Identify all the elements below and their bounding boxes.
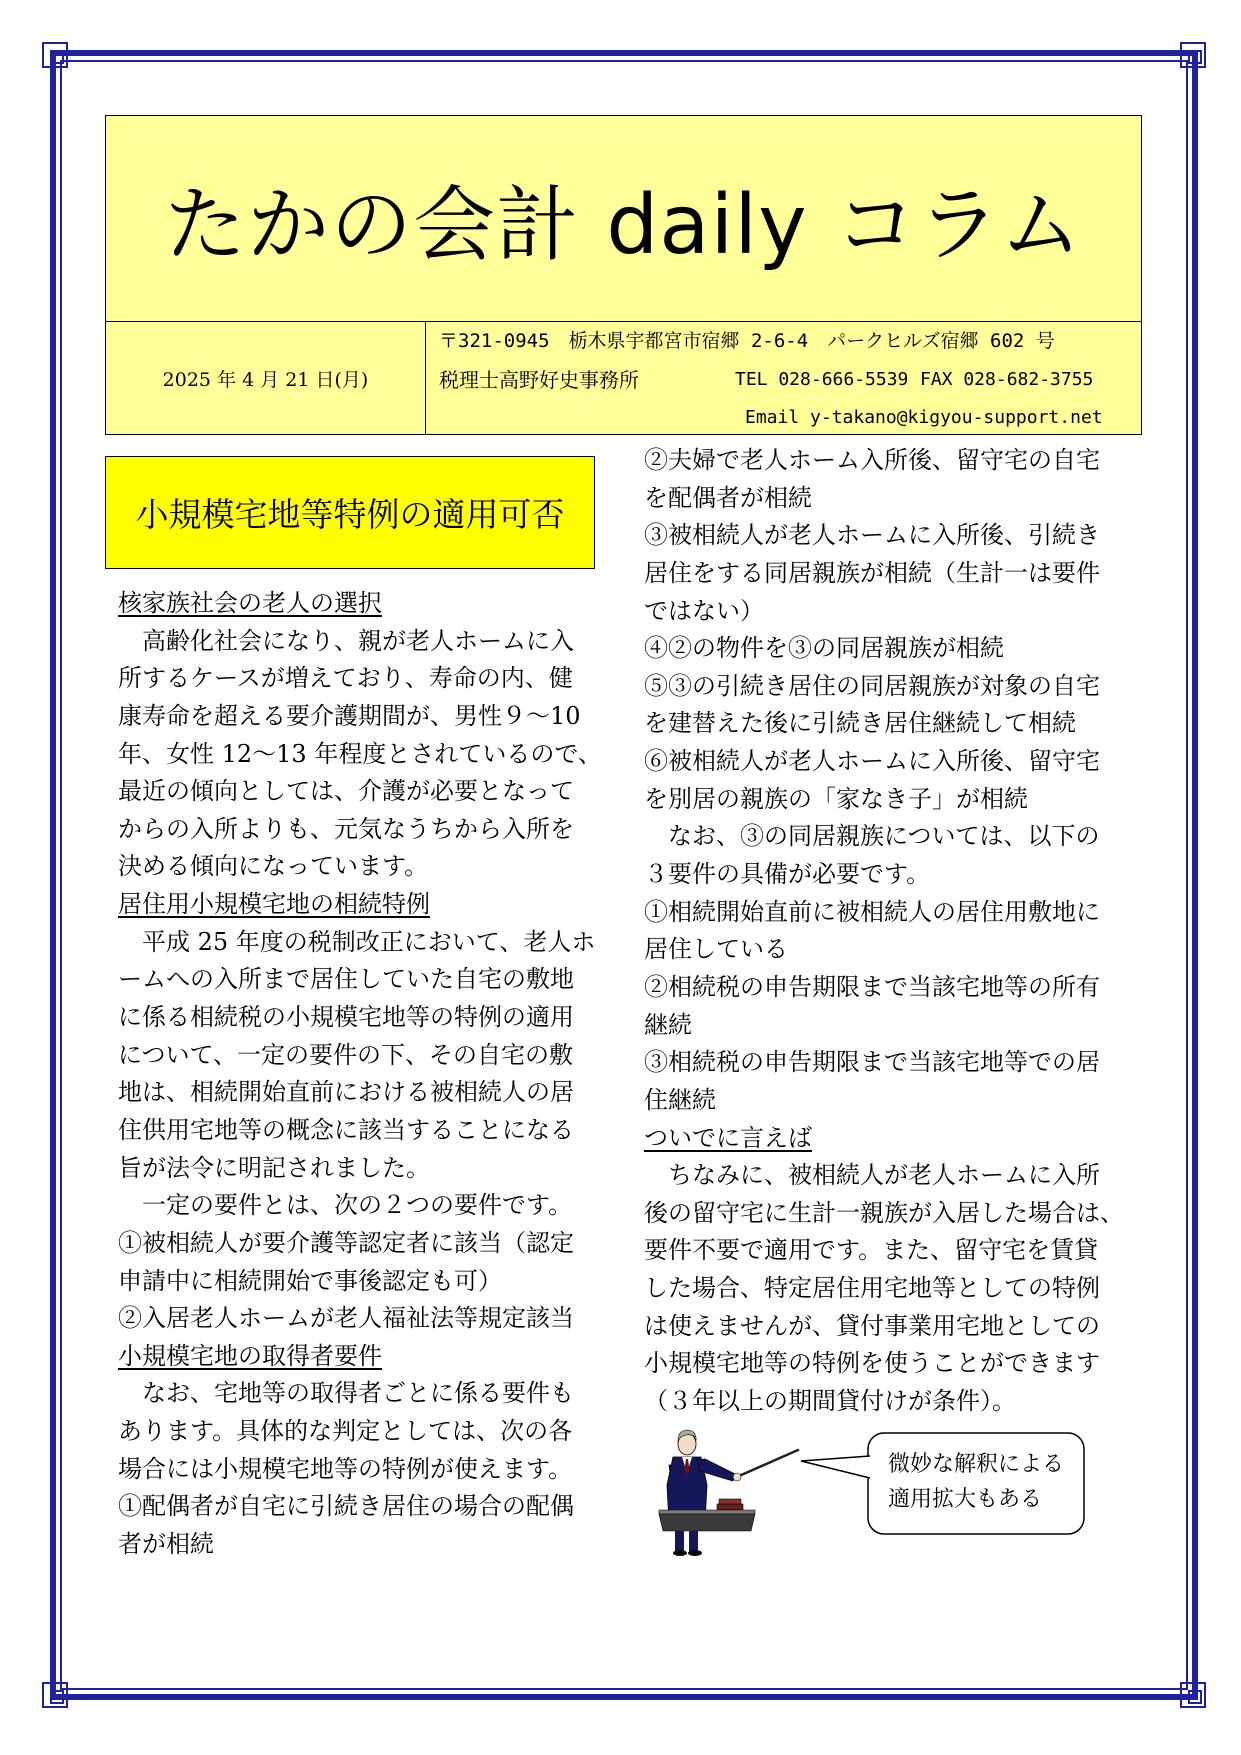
section-heading: 小規模宅地の取得者要件 bbox=[118, 1341, 382, 1370]
body-line: ②入居老人ホームが老人福祉法等規定該当 bbox=[118, 1304, 574, 1333]
body-line: なお、③の同居親族については、以下の bbox=[644, 822, 1100, 851]
newsletter-header bbox=[105, 115, 1142, 435]
body-line: 一定の要件とは、次の２つの要件です。 bbox=[118, 1191, 573, 1220]
pointer-stick bbox=[739, 1450, 798, 1476]
body-line: 住継続 bbox=[644, 1085, 716, 1114]
body-line: 高齢化社会になり、親が老人ホームに入 bbox=[118, 626, 574, 655]
body-line: を配偶者が相続 bbox=[644, 483, 812, 512]
section-heading: 居住用小規模宅地の相続特例 bbox=[118, 890, 430, 919]
body-line: ⑥被相続人が老人ホームに入所後、留守宅 bbox=[644, 747, 1100, 776]
body-line: 康寿命を超える要介護期間が、男性９～10 bbox=[118, 701, 581, 730]
body-line: あります。具体的な判定としては、次の各 bbox=[118, 1417, 573, 1446]
body-line: （３年以上の期間貸付けが条件）。 bbox=[644, 1387, 1016, 1416]
body-line: に係る相続税の小規模宅地等の特例の適用 bbox=[118, 1003, 574, 1032]
section-heading: 核家族社会の老人の選択 bbox=[118, 589, 382, 617]
body-line: ３要件の具備が必要です。 bbox=[644, 860, 931, 889]
right-column bbox=[644, 442, 1127, 1421]
body-line: 平成 25 年度の税制改正において、老人ホ bbox=[118, 927, 596, 956]
body-line: 所するケースが増えており、寿命の内、健 bbox=[118, 664, 573, 693]
body-line: ⑤③の引続き居住の同居親族が対象の自宅 bbox=[644, 671, 1100, 700]
body-line: 年、女性 12～13 年程度とされているので、 bbox=[118, 739, 602, 768]
body-line: 住供用宅地等の概念に該当することになる bbox=[118, 1115, 574, 1144]
body-line: からの入所よりも、元気なうちから入所を bbox=[118, 814, 574, 843]
article-title-box bbox=[105, 456, 595, 569]
body-line: 最近の傾向としては、介護が必要となって bbox=[118, 777, 574, 806]
body-line: 地は、相続開始直前における被相続人の居 bbox=[118, 1078, 574, 1107]
book-top bbox=[719, 1499, 741, 1504]
speech-bubble-text: 微妙な解釈による bbox=[888, 1452, 1065, 1477]
body-line: 小規模宅地等の特例を使うことができます bbox=[644, 1349, 1100, 1378]
book-bottom bbox=[717, 1504, 743, 1510]
article-title: 小規模宅地等特例の適用可否 bbox=[135, 495, 565, 534]
office-fax: FAX 028-682-3755 bbox=[920, 369, 1094, 390]
issue-date: 2025 年 4 月 21 日(月) bbox=[162, 368, 369, 391]
speech-bubble bbox=[795, 1428, 1090, 1540]
office-tel: TEL 028-666-5539 bbox=[735, 369, 909, 390]
body-line: ③被相続人が老人ホームに入所後、引続き bbox=[644, 521, 1100, 550]
body-line: した場合、特定居住用宅地等としての特例 bbox=[644, 1274, 1100, 1303]
teacher-leg-right bbox=[689, 1531, 698, 1551]
body-line: 居住している bbox=[644, 935, 788, 964]
podium bbox=[659, 1514, 755, 1531]
office-address: 〒321-0945 栃木県宇都宮市宿郷 2-6-4 パークヒルズ宿郷 602 号 bbox=[439, 330, 1055, 352]
body-line: 場合には小規模宅地等の特例が使えます。 bbox=[118, 1454, 573, 1483]
body-line: ①配偶者が自宅に引続き居住の場合の配偶 bbox=[118, 1492, 574, 1521]
masthead bbox=[106, 116, 1141, 322]
teacher-shoe-right bbox=[688, 1550, 702, 1556]
body-line: ームへの入所まで居住していた自宅の敷地 bbox=[118, 965, 574, 994]
body-line: を別居の親族の「家なき子」が相続 bbox=[644, 784, 1028, 813]
body-line: 申請中に相続開始で事後認定も可） bbox=[118, 1266, 502, 1295]
body-line: ①相続開始直前に被相続人の居住用敷地に bbox=[644, 897, 1100, 926]
office-email: Email y-takano@kigyou-support.net bbox=[745, 407, 1103, 428]
body-line: ②夫婦で老人ホーム入所後、留守宅の自宅 bbox=[644, 446, 1100, 474]
body-line: 要件不要で適用です。また、留守宅を賃貸 bbox=[644, 1236, 1099, 1265]
teacher-hand bbox=[733, 1473, 741, 1481]
body-line: を建替えた後に引続き居住継続して相続 bbox=[644, 709, 1076, 738]
frame-corner-ornament bbox=[1180, 42, 1206, 68]
body-line: ②相続税の申告期限まで当該宅地等の所有 bbox=[644, 972, 1100, 1001]
body-line: 旨が法令に明記されました。 bbox=[118, 1153, 430, 1182]
teacher-pointing-icon bbox=[655, 1425, 815, 1560]
podium-top bbox=[659, 1510, 755, 1514]
date-cell bbox=[106, 322, 426, 434]
frame-corner-ornament bbox=[42, 1682, 68, 1708]
body-line: 居住をする同居親族が相続（生計一は要件 bbox=[644, 558, 1100, 587]
contact-cell bbox=[426, 322, 1141, 434]
left-column bbox=[118, 585, 601, 1564]
newsletter-title: たかの会計 daily コラム bbox=[164, 178, 1083, 273]
body-line: ちなみに、被相続人が老人ホームに入所 bbox=[644, 1161, 1100, 1190]
body-line: 決める傾向になっています。 bbox=[118, 852, 429, 881]
body-line: 後の留守宅に生計一親族が入居した場合は、 bbox=[644, 1198, 1124, 1227]
body-line: ④②の物件を③の同居親族が相続 bbox=[644, 634, 1004, 663]
teacher-leg-left bbox=[675, 1531, 684, 1551]
body-line: 者が相続 bbox=[118, 1530, 214, 1559]
teacher-shoe-left bbox=[673, 1550, 687, 1556]
body-line: ③相続税の申告期限まで当該宅地等での居 bbox=[644, 1048, 1100, 1077]
body-line: なお、宅地等の取得者ごとに係る要件も bbox=[118, 1379, 574, 1408]
body-line: について、一定の要件の下、その自宅の敷 bbox=[118, 1040, 574, 1069]
office-name: 税理士高野好史事務所 bbox=[439, 368, 639, 392]
speech-bubble-text: 適用拡大もある bbox=[888, 1487, 1043, 1512]
body-line: は使えませんが、貸付事業用宅地としての bbox=[644, 1311, 1100, 1340]
frame-corner-ornament bbox=[1180, 1682, 1206, 1708]
body-line: ではない） bbox=[644, 596, 764, 625]
section-heading: ついでに言えば bbox=[644, 1123, 812, 1152]
frame-corner-ornament bbox=[42, 42, 68, 68]
body-line: ①被相続人が要介護等認定者に該当（認定 bbox=[118, 1228, 574, 1257]
body-line: 継続 bbox=[644, 1010, 692, 1039]
